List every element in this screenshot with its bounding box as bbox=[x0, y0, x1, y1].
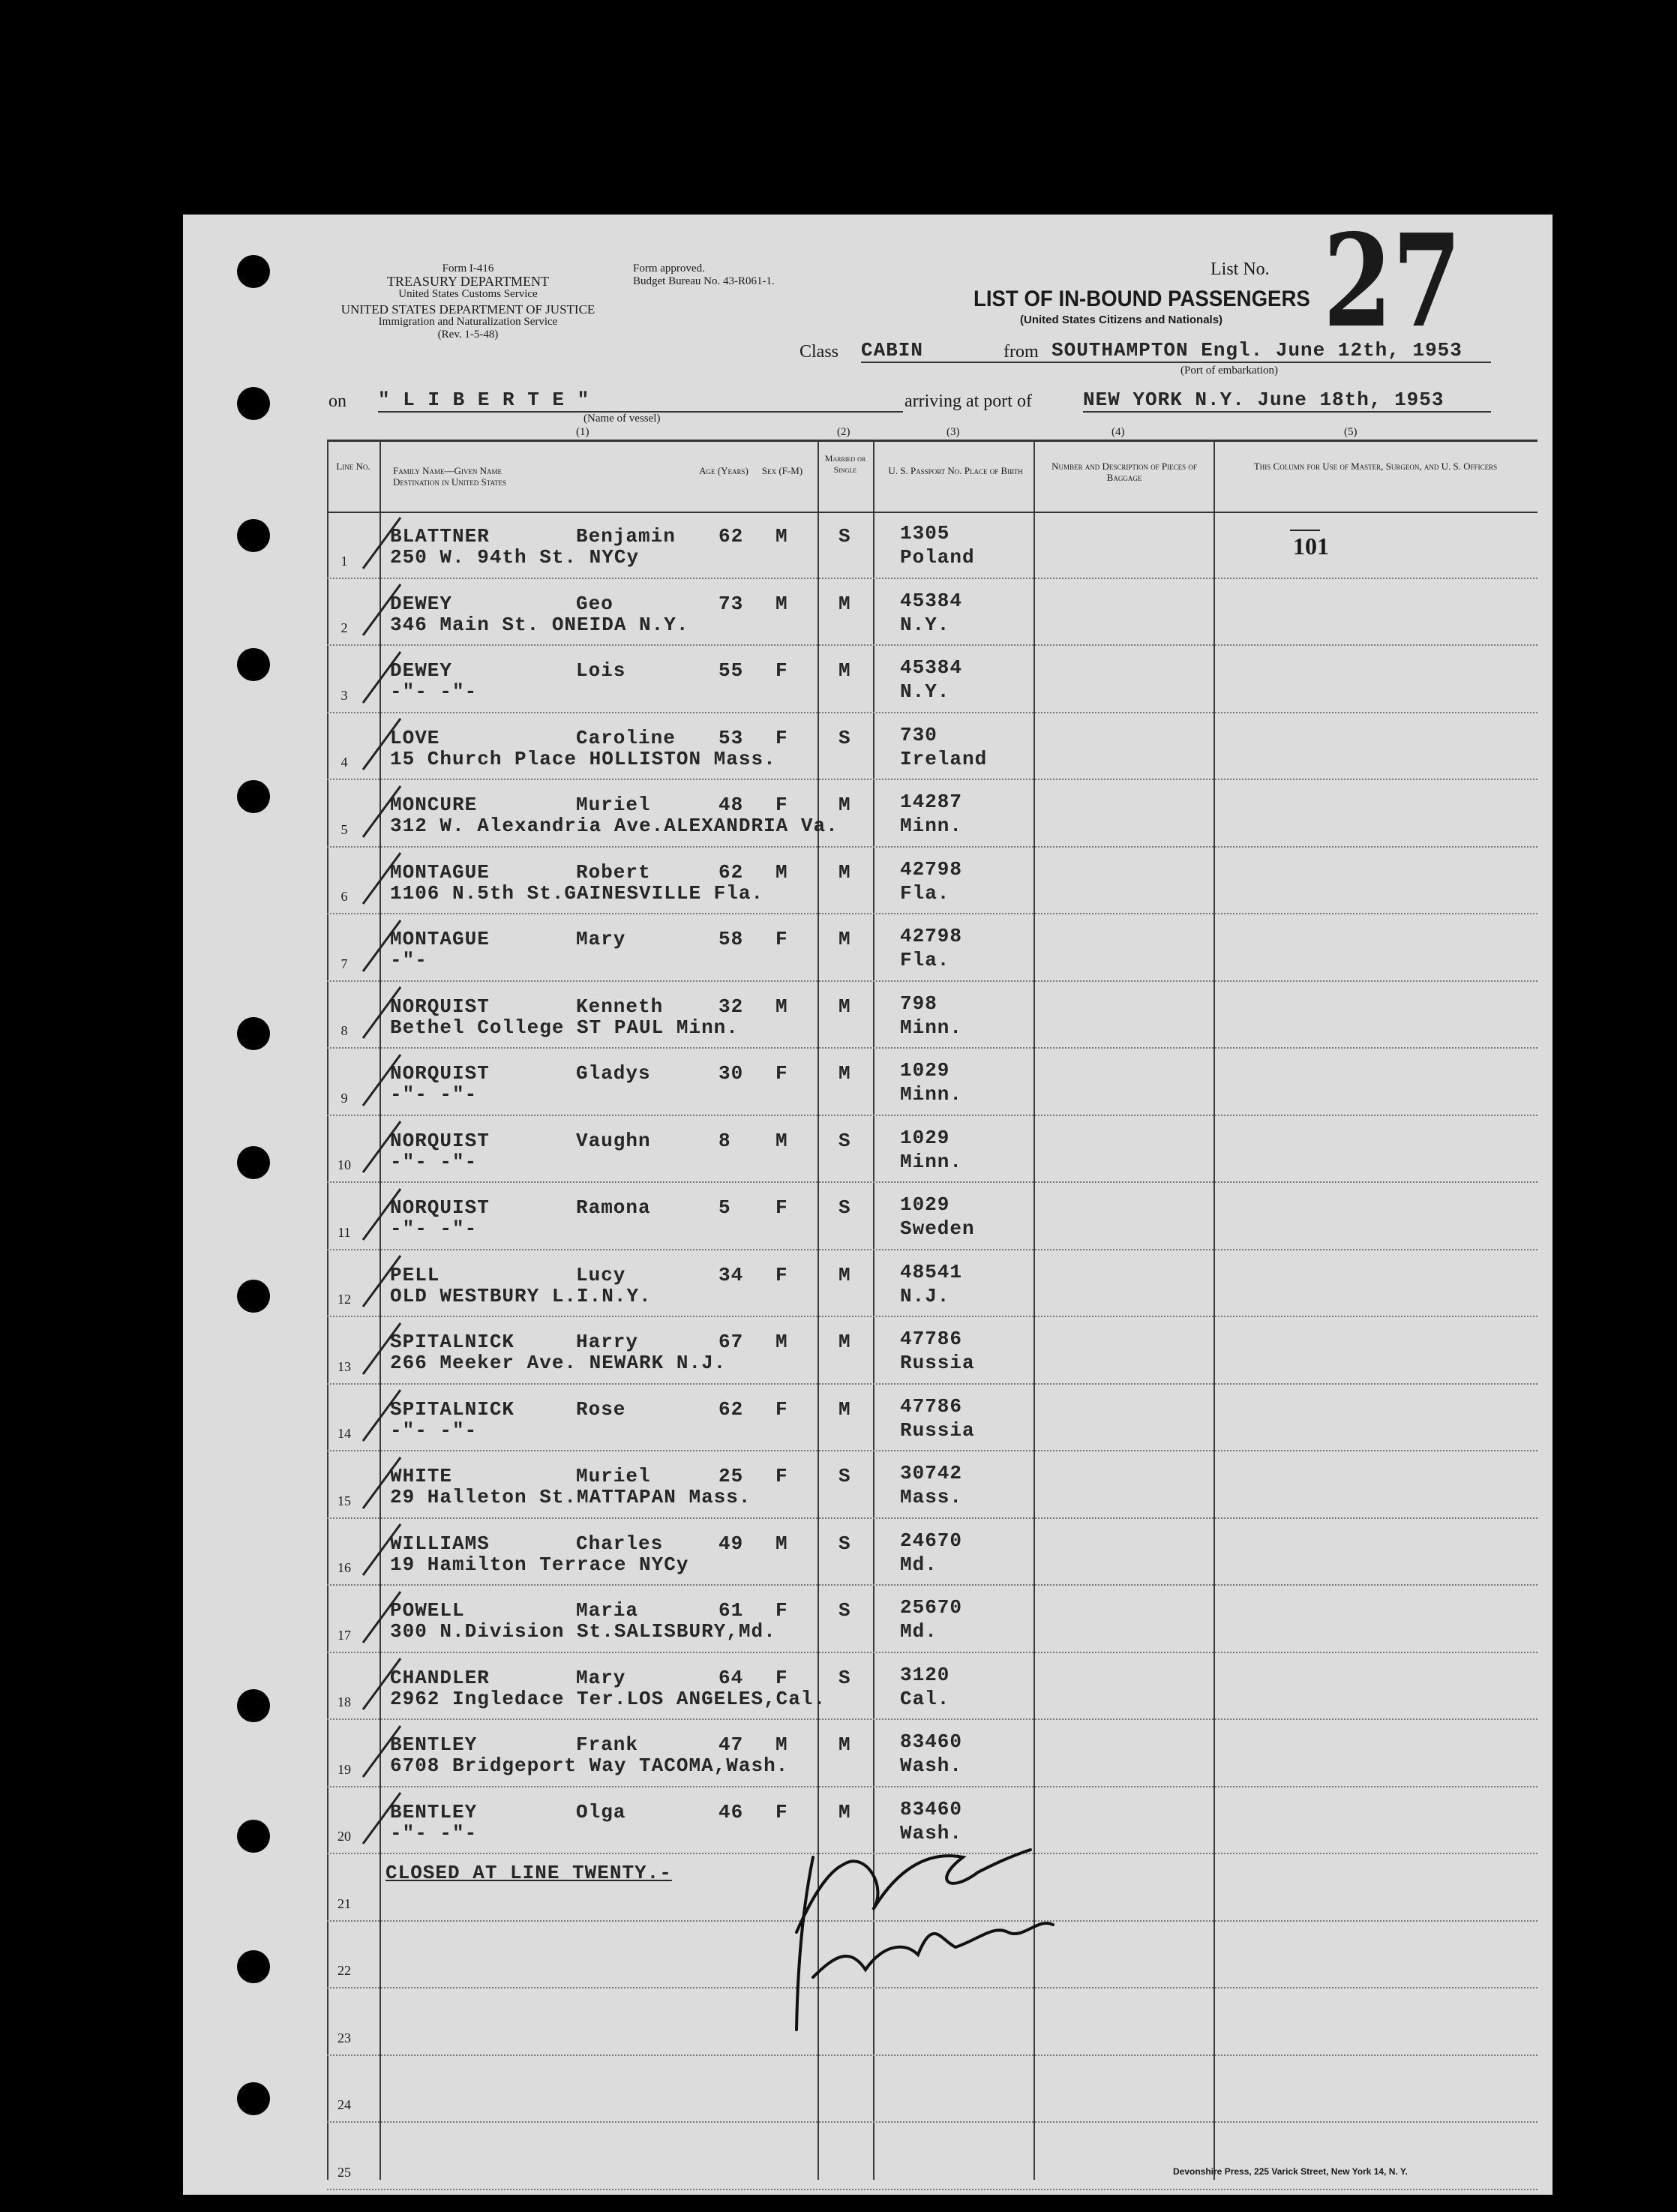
line-number: 12 bbox=[338, 1292, 351, 1307]
birth-place: N.Y. bbox=[900, 613, 950, 636]
passport-number: 47786 bbox=[900, 1394, 963, 1418]
birth-place: Minn. bbox=[900, 815, 963, 837]
destination: 1106 N.5th St.GAINESVILLE Fla. bbox=[390, 881, 764, 905]
list-title: LIST OF IN-BOUND PASSENGERS bbox=[974, 287, 1310, 311]
check-mark-icon bbox=[356, 1720, 416, 1780]
table-row bbox=[183, 1720, 1552, 1787]
sex: F bbox=[776, 1263, 788, 1286]
destination: -"- -"- bbox=[390, 1418, 478, 1442]
age: 8 bbox=[718, 1129, 731, 1152]
col-number-5: (5) bbox=[1344, 426, 1358, 438]
age: 58 bbox=[718, 928, 744, 950]
passport-number: 1029 bbox=[900, 1126, 950, 1149]
given-name: Vaughn bbox=[576, 1129, 651, 1152]
check-mark-icon bbox=[356, 1586, 416, 1646]
customs-service: United States Customs Service bbox=[398, 288, 538, 300]
line-number: 5 bbox=[340, 821, 348, 837]
check-mark-icon bbox=[356, 780, 416, 840]
check-mark-icon bbox=[356, 1049, 416, 1109]
family-name: NORQUIST bbox=[390, 1062, 490, 1085]
given-name: Muriel bbox=[576, 794, 651, 816]
sex: F bbox=[776, 1599, 788, 1622]
passport-number: 83460 bbox=[900, 1730, 963, 1753]
line-number: 22 bbox=[338, 1963, 351, 1978]
arriving-label: arriving at port of bbox=[904, 392, 1032, 411]
destination: 15 Church Place HOLLISTON Mass. bbox=[390, 747, 776, 770]
table-row bbox=[183, 1317, 1552, 1385]
passport-number: 798 bbox=[900, 992, 938, 1015]
line-number: 13 bbox=[338, 1358, 351, 1374]
check-mark-icon bbox=[356, 578, 416, 638]
vessel-note: (Name of vessel) bbox=[584, 413, 661, 425]
age: 73 bbox=[718, 592, 744, 615]
given-name: Muriel bbox=[576, 1465, 651, 1487]
birth-place: Sweden bbox=[900, 1217, 975, 1240]
table-row bbox=[183, 1385, 1552, 1452]
justice-dept: UNITED STATES DEPARTMENT OF JUSTICE bbox=[340, 302, 596, 317]
destination: 300 N.Division St.SALISBURY,Md. bbox=[390, 1620, 776, 1643]
table-top-border bbox=[327, 440, 1538, 442]
passport-number: 30742 bbox=[900, 1462, 963, 1484]
line-number: 25 bbox=[338, 2164, 351, 2180]
check-mark-icon bbox=[356, 1317, 416, 1377]
given-name: Robert bbox=[576, 860, 651, 884]
marital-status: S bbox=[838, 525, 851, 548]
line-number: 17 bbox=[338, 1627, 351, 1643]
sex: M bbox=[776, 1129, 788, 1152]
table-row bbox=[183, 780, 1552, 848]
age: 46 bbox=[718, 1800, 744, 1823]
passport-number: 1029 bbox=[900, 1193, 950, 1216]
passport-number: 3120 bbox=[900, 1663, 950, 1686]
passport-number: 42798 bbox=[900, 925, 963, 947]
closing-statement: CLOSED AT LINE TWENTY.- bbox=[386, 1862, 672, 1884]
family-name: NORQUIST bbox=[390, 1129, 490, 1152]
from-value: SOUTHAMPTON Engl. June 12th, 1953 bbox=[1052, 339, 1491, 363]
col-number-2: (2) bbox=[837, 426, 850, 438]
destination: -"- -"- bbox=[390, 1821, 478, 1844]
table-row bbox=[183, 1586, 1552, 1653]
given-name: Mary bbox=[576, 928, 626, 950]
table-row bbox=[183, 1250, 1552, 1318]
officer-signature bbox=[783, 1827, 1068, 2045]
check-mark-icon bbox=[356, 1518, 416, 1578]
sex: M bbox=[776, 860, 788, 884]
from-label: from bbox=[1004, 342, 1039, 362]
marital-status: M bbox=[838, 1800, 851, 1823]
passport-number: 47786 bbox=[900, 1328, 963, 1350]
check-mark-icon bbox=[356, 914, 416, 974]
family-name: BENTLEY bbox=[390, 1733, 478, 1756]
col-header-officers: This Column for Use of Master, Surgeon, and U. S. Officers bbox=[1253, 461, 1498, 472]
line-number: 18 bbox=[338, 1694, 351, 1709]
vessel-name: " L I B E R T E " bbox=[378, 389, 903, 413]
age: 62 bbox=[718, 1397, 744, 1421]
line-number: 1 bbox=[340, 553, 348, 569]
sex: F bbox=[776, 1196, 788, 1219]
family-name: DEWEY bbox=[390, 659, 453, 682]
check-mark-icon bbox=[356, 1652, 416, 1712]
line-number: 6 bbox=[340, 889, 348, 904]
line-number: 11 bbox=[338, 1224, 351, 1240]
marital-status: S bbox=[838, 1532, 851, 1555]
family-name: SPITALNICK bbox=[390, 1331, 515, 1353]
destination: 250 W. 94th St. NYCy bbox=[390, 546, 640, 569]
family-name: LOVE bbox=[390, 726, 440, 749]
birth-place: Wash. bbox=[900, 1821, 963, 1844]
marital-status: M bbox=[838, 1733, 851, 1756]
line-number: 24 bbox=[338, 2097, 351, 2112]
given-name: Lucy bbox=[576, 1263, 626, 1286]
sex: F bbox=[776, 1397, 788, 1421]
table-row bbox=[183, 1183, 1552, 1250]
table-row bbox=[183, 646, 1552, 713]
destination: Bethel College ST PAUL Minn. bbox=[390, 1016, 739, 1039]
line-number: 19 bbox=[338, 1761, 351, 1777]
check-mark-icon bbox=[356, 1451, 416, 1511]
marital-status: M bbox=[838, 1331, 851, 1353]
col-header-name bbox=[393, 465, 618, 488]
line-number: 2 bbox=[340, 620, 348, 635]
marital-status: M bbox=[838, 1397, 851, 1421]
row-divider bbox=[327, 2189, 1538, 2190]
col-header-dest-text: Destination in United States bbox=[393, 476, 507, 488]
col-number-4: (4) bbox=[1112, 426, 1125, 438]
given-name: Mary bbox=[576, 1666, 626, 1689]
passport-number: 83460 bbox=[900, 1797, 963, 1820]
birth-place: Poland bbox=[900, 546, 975, 569]
passport-number: 42798 bbox=[900, 857, 963, 881]
table-row bbox=[183, 713, 1552, 781]
binder-hole bbox=[237, 387, 270, 420]
family-name: NORQUIST bbox=[390, 1196, 490, 1219]
given-name: Kenneth bbox=[576, 995, 664, 1018]
sex: M bbox=[776, 1331, 788, 1353]
destination: OLD WESTBURY L.I.N.Y. bbox=[390, 1284, 652, 1307]
age: 61 bbox=[718, 1599, 744, 1622]
table-row bbox=[183, 914, 1552, 982]
on-label: on bbox=[328, 392, 346, 411]
col-header-age: Age (Years) bbox=[699, 465, 748, 476]
officer-mark bbox=[1290, 530, 1320, 531]
given-name: Caroline bbox=[576, 726, 676, 749]
manifest-page bbox=[183, 206, 1552, 2195]
marital-status: S bbox=[838, 1666, 851, 1689]
sex: M bbox=[776, 1733, 788, 1756]
line-number: 3 bbox=[340, 687, 348, 703]
birth-place: Fla. bbox=[900, 881, 950, 905]
family-name: BENTLEY bbox=[390, 1800, 478, 1823]
age: 47 bbox=[718, 1733, 744, 1756]
given-name: Maria bbox=[576, 1599, 639, 1622]
birth-place: Minn. bbox=[900, 1016, 963, 1039]
line-number: 10 bbox=[338, 1157, 351, 1172]
marital-status: M bbox=[838, 860, 851, 884]
destination: -"- -"- bbox=[390, 1217, 478, 1240]
marital-status: M bbox=[838, 592, 851, 615]
sex: F bbox=[776, 1062, 788, 1085]
approved-label: Form approved. bbox=[633, 263, 705, 275]
table-row bbox=[183, 579, 1552, 647]
line-number: 9 bbox=[340, 1090, 348, 1106]
line-number: 21 bbox=[338, 1895, 351, 1911]
marital-status: M bbox=[838, 659, 851, 682]
line-number: 20 bbox=[338, 1829, 351, 1844]
sex: M bbox=[776, 1532, 788, 1555]
given-name: Ramona bbox=[576, 1196, 651, 1219]
birth-place: N.Y. bbox=[900, 680, 950, 703]
given-name: Lois bbox=[576, 659, 626, 682]
col-header-married: Married or Single bbox=[824, 453, 866, 475]
sex: F bbox=[776, 1666, 788, 1689]
age: 67 bbox=[718, 1331, 744, 1353]
form-number: Form I-416 bbox=[442, 263, 494, 275]
embarkation-note: (Port of embarkation) bbox=[1180, 365, 1278, 377]
marital-status: M bbox=[838, 794, 851, 816]
revision: (Rev. 1-5-48) bbox=[437, 329, 499, 341]
sex: M bbox=[776, 995, 788, 1018]
marital-status: M bbox=[838, 1263, 851, 1286]
destination: -"- -"- bbox=[390, 1150, 478, 1173]
passport-number: 730 bbox=[900, 723, 938, 746]
check-mark-icon bbox=[356, 847, 416, 907]
passport-number: 48541 bbox=[900, 1260, 963, 1283]
form-header-left bbox=[333, 263, 603, 301]
destination: -"- -"- bbox=[390, 1083, 478, 1106]
list-subtitle: (United States Citizens and Nationals) bbox=[1020, 314, 1223, 326]
sex: F bbox=[776, 1465, 788, 1487]
birth-place: Mass. bbox=[900, 1486, 963, 1508]
check-mark-icon bbox=[356, 981, 416, 1041]
destination: -"- -"- bbox=[390, 680, 478, 703]
destination: 266 Meeker Ave. NEWARK N.J. bbox=[390, 1352, 727, 1374]
given-name: Harry bbox=[576, 1331, 639, 1353]
destination: 29 Halleton St.MATTAPAN Mass. bbox=[390, 1486, 752, 1508]
given-name: Benjamin bbox=[576, 525, 676, 548]
birth-place: Wash. bbox=[900, 1754, 963, 1777]
age: 30 bbox=[718, 1062, 744, 1085]
birth-place: Md. bbox=[900, 1620, 938, 1643]
line-number: 4 bbox=[340, 755, 348, 770]
sex: F bbox=[776, 1800, 788, 1823]
line-number: 7 bbox=[340, 956, 348, 971]
line-number: 15 bbox=[338, 1493, 351, 1508]
age: 25 bbox=[718, 1465, 744, 1487]
check-mark-icon bbox=[356, 1384, 416, 1444]
family-name: WHITE bbox=[390, 1465, 453, 1487]
sex: F bbox=[776, 659, 788, 682]
table-row bbox=[183, 1519, 1552, 1586]
birth-place: Minn. bbox=[900, 1150, 963, 1173]
table-row bbox=[183, 1049, 1552, 1116]
table-row bbox=[183, 1116, 1552, 1184]
check-mark-icon bbox=[356, 1115, 416, 1175]
family-name: PELL bbox=[390, 1263, 440, 1286]
col-number-3: (3) bbox=[946, 426, 960, 438]
table-row bbox=[183, 982, 1552, 1049]
family-name: SPITALNICK bbox=[390, 1397, 515, 1421]
sex: F bbox=[776, 928, 788, 950]
age: 53 bbox=[718, 726, 744, 749]
budget-bureau: Budget Bureau No. 43-R061-1. bbox=[633, 275, 775, 287]
list-no-label: List No. bbox=[1210, 260, 1270, 279]
age: 48 bbox=[718, 794, 744, 816]
destination: 2962 Ingledace Ter.LOS ANGELES,Cal. bbox=[390, 1687, 826, 1710]
age: 49 bbox=[718, 1532, 744, 1555]
binder-hole bbox=[237, 255, 270, 288]
sex: F bbox=[776, 726, 788, 749]
family-name: MONTAGUE bbox=[390, 928, 490, 950]
passport-number: 45384 bbox=[900, 589, 963, 612]
family-name: WILLIAMS bbox=[390, 1532, 490, 1555]
age: 5 bbox=[718, 1196, 731, 1219]
arriving-value: NEW YORK N.Y. June 18th, 1953 bbox=[1083, 389, 1491, 413]
destination: 312 W. Alexandria Ave.ALEXANDRIA Va. bbox=[390, 815, 838, 837]
family-name: NORQUIST bbox=[390, 995, 490, 1018]
marital-status: S bbox=[838, 1599, 851, 1622]
given-name: Rose bbox=[576, 1397, 626, 1421]
marital-status: S bbox=[838, 1196, 851, 1219]
passport-number: 14287 bbox=[900, 791, 963, 813]
line-number: 14 bbox=[338, 1426, 351, 1441]
col-header-sex: Sex (F-M) bbox=[761, 465, 803, 476]
col-header-name-text: Family Name—Given Name bbox=[393, 465, 502, 476]
marital-status: S bbox=[838, 1465, 851, 1487]
given-name: Gladys bbox=[576, 1062, 651, 1085]
birth-place: Fla. bbox=[900, 949, 950, 971]
marital-status: M bbox=[838, 928, 851, 950]
class-value: CABIN bbox=[861, 339, 1168, 363]
age: 32 bbox=[718, 995, 744, 1018]
col-number-1: (1) bbox=[576, 426, 590, 438]
given-name: Charles bbox=[576, 1532, 664, 1555]
birth-place: Ireland bbox=[900, 747, 988, 770]
passport-number: 1029 bbox=[900, 1059, 950, 1082]
check-mark-icon bbox=[356, 1250, 416, 1310]
age: 62 bbox=[718, 525, 744, 548]
table-row bbox=[183, 2056, 1552, 2123]
table-row bbox=[183, 2123, 1552, 2190]
family-name: DEWEY bbox=[390, 592, 453, 615]
destination: -"- bbox=[390, 949, 428, 971]
family-name: POWELL bbox=[390, 1599, 465, 1622]
passport-number: 25670 bbox=[900, 1596, 963, 1619]
given-name: Geo bbox=[576, 592, 614, 615]
ins-label: Immigration and Naturalization Service bbox=[378, 316, 558, 328]
check-mark-icon bbox=[356, 512, 416, 572]
table-row bbox=[183, 512, 1552, 579]
age: 64 bbox=[718, 1666, 744, 1689]
passport-number: 1305 bbox=[900, 522, 950, 545]
marital-status: M bbox=[838, 995, 851, 1018]
officer-note: 101 bbox=[1293, 533, 1329, 560]
list-number: 27 bbox=[1323, 206, 1462, 356]
marital-status: S bbox=[838, 726, 851, 749]
birth-place: Cal. bbox=[900, 1687, 950, 1710]
given-name: Olga bbox=[576, 1800, 626, 1823]
sex: M bbox=[776, 592, 788, 615]
check-mark-icon bbox=[356, 1183, 416, 1243]
marital-status: M bbox=[838, 1062, 851, 1085]
destination: 19 Hamilton Terrace NYCy bbox=[390, 1553, 689, 1576]
col-header-line: Line No. bbox=[336, 461, 370, 472]
birth-place: Minn. bbox=[900, 1083, 963, 1106]
treasury-dept: TREASURY DEPARTMENT bbox=[386, 274, 550, 289]
justice-header bbox=[318, 303, 618, 341]
class-label: Class bbox=[800, 342, 839, 362]
age: 34 bbox=[718, 1263, 744, 1286]
sex: M bbox=[776, 525, 788, 548]
printer-imprint: Devonshire Press, 225 Varick Street, New York 14, N. Y. bbox=[1173, 2166, 1408, 2177]
table-row bbox=[183, 1653, 1552, 1721]
line-number: 8 bbox=[340, 1023, 348, 1038]
destination: 346 Main St. ONEIDA N.Y. bbox=[390, 613, 689, 636]
birth-place: Md. bbox=[900, 1553, 938, 1576]
age: 62 bbox=[718, 860, 744, 884]
age: 55 bbox=[718, 659, 744, 682]
birth-place: N.J. bbox=[900, 1284, 950, 1307]
passport-number: 45384 bbox=[900, 656, 963, 679]
sex: F bbox=[776, 794, 788, 816]
marital-status: S bbox=[838, 1129, 851, 1152]
passport-number: 24670 bbox=[900, 1529, 963, 1552]
family-name: BLATTNER bbox=[390, 525, 490, 548]
table-row bbox=[183, 848, 1552, 915]
family-name: MONCURE bbox=[390, 794, 478, 816]
check-mark-icon bbox=[356, 713, 416, 773]
line-number: 16 bbox=[338, 1560, 351, 1575]
given-name: Frank bbox=[576, 1733, 639, 1756]
family-name: MONTAGUE bbox=[390, 860, 490, 884]
col-header-passport: U. S. Passport No. Place of Birth bbox=[888, 465, 1023, 476]
table-row bbox=[183, 1451, 1552, 1519]
destination: 6708 Bridgeport Way TACOMA,Wash. bbox=[390, 1754, 789, 1777]
check-mark-icon bbox=[356, 646, 416, 706]
col-header-baggage: Number and Description of Pieces of Baggage bbox=[1052, 461, 1197, 483]
check-mark-icon bbox=[356, 1787, 416, 1847]
birth-place: Russia bbox=[900, 1418, 975, 1442]
family-name: CHANDLER bbox=[390, 1666, 490, 1689]
form-approval bbox=[633, 263, 775, 288]
birth-place: Russia bbox=[900, 1352, 975, 1374]
line-number: 23 bbox=[338, 2030, 351, 2045]
